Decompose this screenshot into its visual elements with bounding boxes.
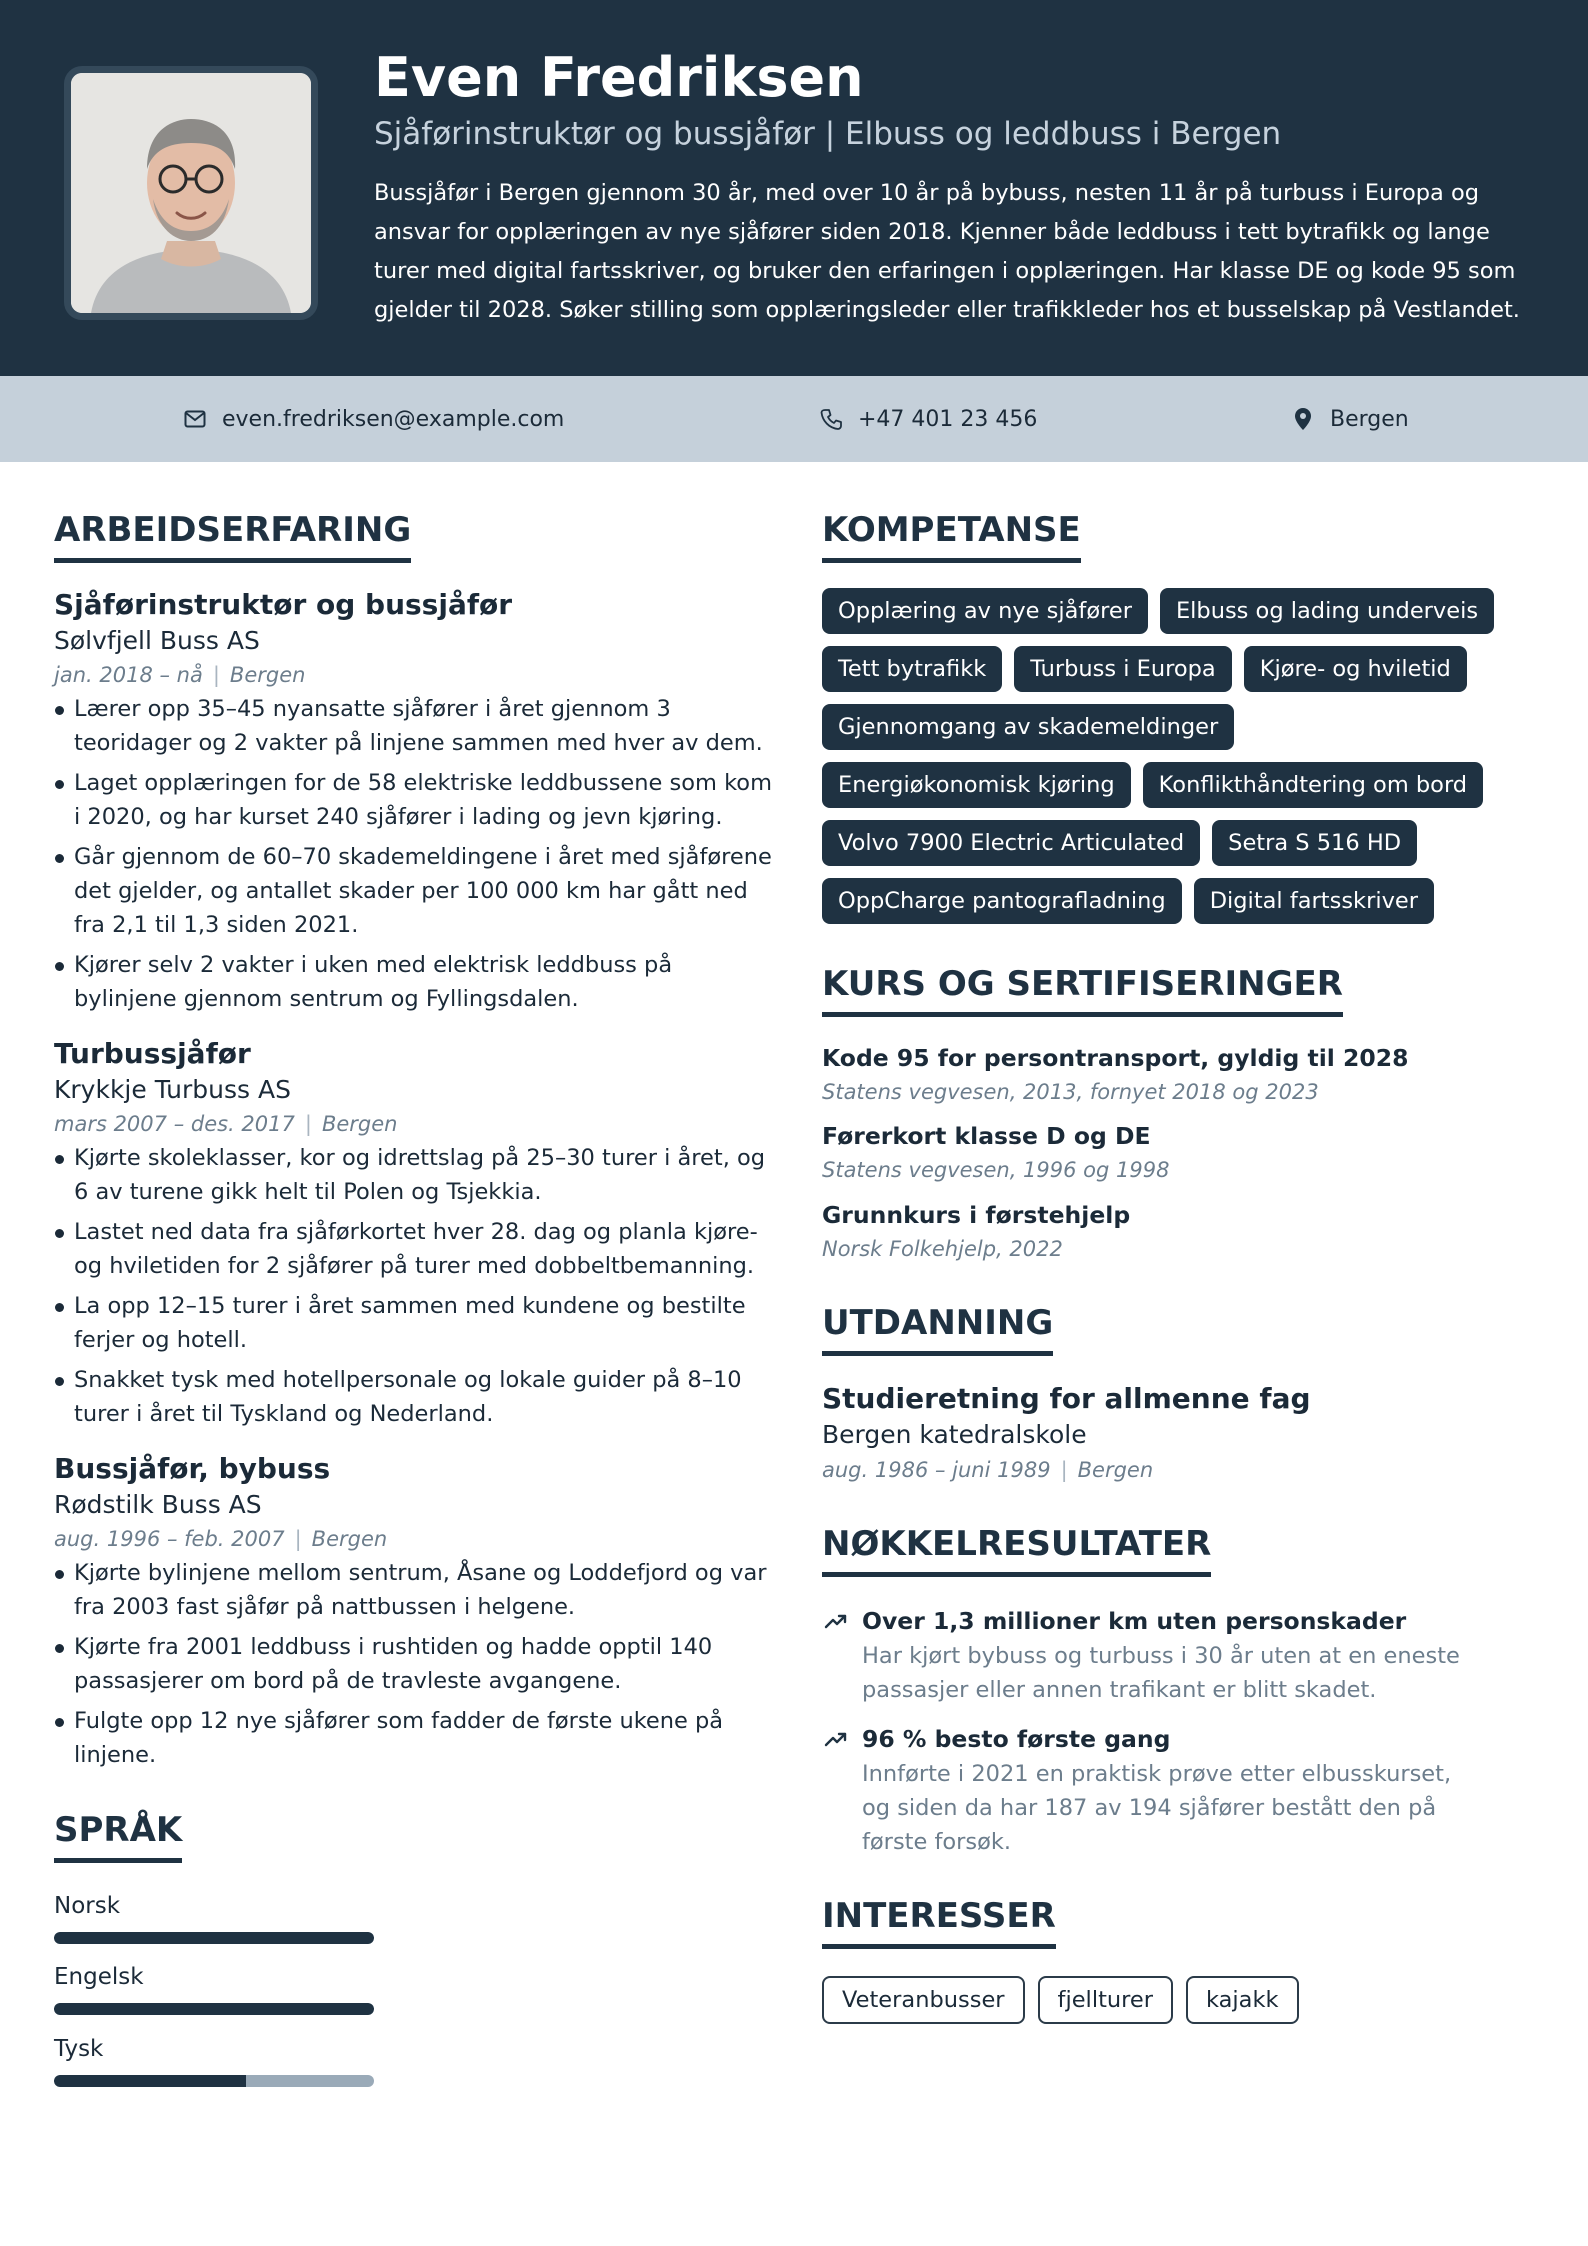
job-bullet: Fulgte opp 12 nye sjåfører som fadder de første ukene på linjene. xyxy=(54,1704,774,1772)
contact-email-text: even.fredriksen@example.com xyxy=(222,406,565,432)
job-location: Bergen xyxy=(321,1112,398,1136)
trending-up-icon xyxy=(824,1729,848,1749)
skill-tag: Konflikthåndtering om bord xyxy=(1143,762,1483,808)
interest-tags xyxy=(822,1976,1312,2024)
job-bullets xyxy=(54,1141,774,1437)
job-bullet: Går gjennom de 60–70 skademeldingene i året med sjåførene det gjelder, og antallet skader per 100 000 km har gått ned fra 2,1 til 1,3 siden 2021. xyxy=(54,840,774,942)
interest-tag: Veteranbusser xyxy=(822,1976,1025,2024)
headline: Sjåførinstruktør og bussjåfør | Elbuss og leddbuss i Bergen xyxy=(374,116,1282,152)
course-title: Grunnkurs i førstehjelp xyxy=(822,1201,1131,1229)
job-company: Rødstilk Buss AS xyxy=(54,1490,262,1519)
language-level-fill xyxy=(54,1932,374,1944)
course-issuer: Statens vegvesen, 2013, fornyet 2018 og 2023 xyxy=(822,1080,1319,1104)
skill-tag: Volvo 7900 Electric Articulated xyxy=(822,820,1200,866)
education-dates: aug. 1986 – juni 1989 xyxy=(822,1458,1051,1482)
job-meta xyxy=(54,1112,397,1136)
skill-tag: Turbuss i Europa xyxy=(1014,646,1231,692)
job-bullets xyxy=(54,1556,774,1778)
course-issuer: Norsk Folkehjelp, 2022 xyxy=(822,1237,1063,1261)
skill-tag: Digital fartsskriver xyxy=(1194,878,1434,924)
job-bullet: Laget opplæringen for de 58 elektriske leddbussene som kom i 2020, og har kurset 240 sjåfører i lading og jevn kjøring. xyxy=(54,766,774,834)
language-name: Norsk xyxy=(54,1893,121,1919)
education-location: Bergen xyxy=(1077,1458,1154,1482)
language-level-fill xyxy=(54,2003,374,2015)
section-title-courses: KURS OG SERTIFISERINGER xyxy=(822,964,1343,1017)
job-company: Sølvfjell Buss AS xyxy=(54,626,260,655)
skill-tag: Tett bytrafikk xyxy=(822,646,1002,692)
skill-tag: Gjennomgang av skademeldinger xyxy=(822,704,1234,750)
education-meta xyxy=(822,1458,1153,1482)
mail-icon xyxy=(182,406,208,432)
job-bullets xyxy=(54,692,774,1022)
skill-tag: Opplæring av nye sjåfører xyxy=(822,588,1148,634)
meta-separator: | xyxy=(1060,1458,1068,1482)
language-level-bar xyxy=(54,1932,374,1944)
job-title: Sjåførinstruktør og bussjåfør xyxy=(54,588,513,621)
job-meta xyxy=(54,663,305,687)
contact-bar xyxy=(0,376,1588,462)
job-location: Bergen xyxy=(311,1527,388,1551)
section-title-skills: KOMPETANSE xyxy=(822,510,1081,563)
section-title-interests: INTERESSER xyxy=(822,1896,1056,1949)
profile-photo-image xyxy=(71,73,311,313)
job-bullet: Snakket tysk med hotellpersonale og lokale guider på 8–10 turer i året til Tyskland og Nederland. xyxy=(54,1363,774,1431)
contact-phone[interactable] xyxy=(818,376,1037,462)
skill-tag: Energiøkonomisk kjøring xyxy=(822,762,1131,808)
job-dates: mars 2007 – des. 2017 xyxy=(54,1112,295,1136)
language-level-bar xyxy=(54,2075,374,2087)
result-text: Innførte i 2021 en praktisk prøve etter elbusskurset, og siden da har 187 av 194 sjåfører bestått den på første forsøk. xyxy=(862,1761,1452,1855)
job-dates: aug. 1996 – feb. 2007 xyxy=(54,1527,285,1551)
skill-tag: Kjøre- og hviletid xyxy=(1244,646,1467,692)
language-name: Engelsk xyxy=(54,1964,144,1990)
section-title-languages: SPRÅK xyxy=(54,1810,182,1863)
language-name: Tysk xyxy=(54,2036,104,2062)
job-bullet: Kjører selv 2 vakter i uken med elektrisk leddbuss på bylinjene gjennom sentrum og Fyllingsdalen. xyxy=(54,948,774,1016)
result-title: 96 % besto første gang xyxy=(862,1725,1171,1753)
job-title: Bussjåfør, bybuss xyxy=(54,1452,331,1485)
course-issuer: Statens vegvesen, 1996 og 1998 xyxy=(822,1158,1170,1182)
contact-email[interactable] xyxy=(182,376,564,462)
language-level-bar xyxy=(54,2003,374,2015)
job-bullet: La opp 12–15 turer i året sammen med kundene og bestilte ferjer og hotell. xyxy=(54,1289,774,1357)
job-company: Krykkje Turbuss AS xyxy=(54,1075,291,1104)
job-location: Bergen xyxy=(229,663,306,687)
job-dates: jan. 2018 – nå xyxy=(54,663,203,687)
phone-icon xyxy=(818,406,844,432)
section-title-results: NØKKELRESULTATER xyxy=(822,1524,1211,1577)
meta-separator: | xyxy=(212,663,220,687)
skill-tag: OppCharge pantografladning xyxy=(822,878,1182,924)
skill-tag: Setra S 516 HD xyxy=(1212,820,1417,866)
job-meta xyxy=(54,1527,387,1551)
course-title: Kode 95 for persontransport, gyldig til 2028 xyxy=(822,1044,1409,1072)
section-title-education: UTDANNING xyxy=(822,1303,1053,1356)
job-bullet: Lærer opp 35–45 nyansatte sjåfører i året gjennom 3 teoridager og 2 vakter på linjene sammen med hver av dem. xyxy=(54,692,774,760)
result-text: Har kjørt bybuss og turbuss i 30 år uten at en eneste passasjer eller annen trafikant er blitt skadet. xyxy=(862,1643,1460,1703)
meta-separator: | xyxy=(304,1112,312,1136)
meta-separator: | xyxy=(294,1527,302,1551)
location-pin-icon xyxy=(1290,406,1316,432)
job-bullet: Kjørte bylinjene mellom sentrum, Åsane og Loddefjord og var fra 2003 fast sjåfør på nattbussen i helgene. xyxy=(54,1556,774,1624)
profile-photo xyxy=(64,66,318,320)
skill-tags xyxy=(822,588,1542,936)
job-title: Turbussjåfør xyxy=(54,1037,251,1070)
header xyxy=(0,0,1588,376)
course-title: Førerkort klasse D og DE xyxy=(822,1122,1151,1150)
person-name: Even Fredriksen xyxy=(374,46,864,109)
contact-location xyxy=(1290,376,1409,462)
trending-up-icon xyxy=(824,1611,848,1631)
interest-tag: fjellturer xyxy=(1038,1976,1173,2024)
job-bullet: Kjørte fra 2001 leddbuss i rushtiden og hadde opptil 140 passasjerer om bord på de travleste avgangene. xyxy=(54,1630,774,1698)
education-title: Studieretning for allmenne fag xyxy=(822,1382,1311,1415)
interest-tag: kajakk xyxy=(1186,1976,1299,2024)
language-level-fill xyxy=(54,2075,246,2087)
result-title: Over 1,3 millioner km uten personskader xyxy=(862,1607,1407,1635)
contact-phone-text: +47 401 23 456 xyxy=(858,406,1038,432)
summary: Bussjåfør i Bergen gjennom 30 år, med over 10 år på bybuss, nesten 11 år på turbuss i Europa og ansvar for opplæringen av nye sjåfører siden 2018. Kjenner både leddbuss i tett bytrafikk og lange turer med digital fartsskriver, og bruker den erfaringen i opplæringen. Har klasse DE og kode 95 som gjelder til 2028. Søker stilling som opplæringsleder eller trafikkleder hos et busselskap på Vestlandet. xyxy=(374,180,1520,323)
section-title-experience: ARBEIDSERFARING xyxy=(54,510,411,563)
education-school: Bergen katedralskole xyxy=(822,1420,1087,1449)
contact-location-text: Bergen xyxy=(1330,406,1409,432)
skill-tag: Elbuss og lading underveis xyxy=(1160,588,1494,634)
job-bullet: Kjørte skoleklasser, kor og idrettslag på 25–30 turer i året, og 6 av turene gikk helt til Polen og Tsjekkia. xyxy=(54,1141,774,1209)
job-bullet: Lastet ned data fra sjåførkortet hver 28. dag og planla kjøre- og hviletiden for 2 sjåfører på turer med dobbeltbemanning. xyxy=(54,1215,774,1283)
